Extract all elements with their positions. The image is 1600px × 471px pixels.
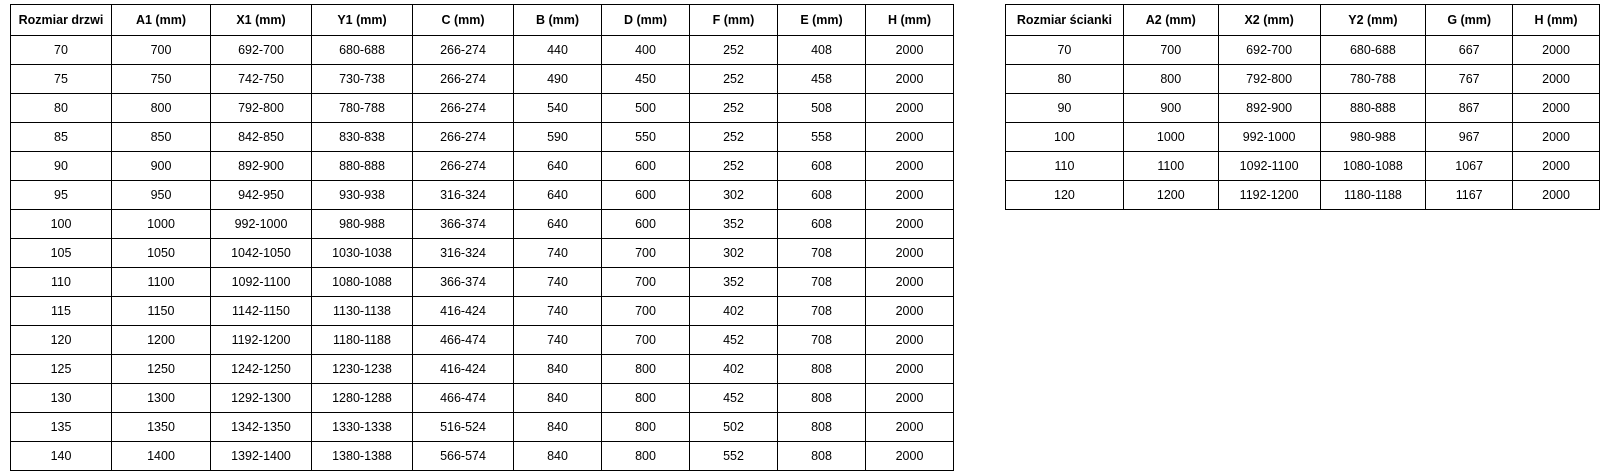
wall-table-cell: 70 [1006,36,1124,65]
door-table-cell: 1080-1088 [312,268,413,297]
door-table-cell: 942-950 [211,181,312,210]
door-table-cell: 2000 [866,181,954,210]
door-table-cell: 640 [514,181,602,210]
door-table-cell: 708 [778,268,866,297]
door-table-cell: 1300 [112,384,211,413]
door-table-cell: 800 [602,442,690,471]
door-table-cell: 808 [778,384,866,413]
door-table-cell: 800 [602,413,690,442]
door-table-cell: 1130-1138 [312,297,413,326]
door-table-cell: 2000 [866,36,954,65]
door-table-cell: 408 [778,36,866,65]
door-table-cell: 1330-1338 [312,413,413,442]
door-table-body [11,36,954,471]
wall-table-cell: 767 [1426,65,1513,94]
table-row [11,297,954,326]
wall-table-cell: 980-988 [1320,123,1426,152]
door-table-cell: 740 [514,326,602,355]
wall-table-cell: 1100 [1123,152,1218,181]
door-table-cell: 980-988 [312,210,413,239]
door-table-cell: 2000 [866,94,954,123]
door-table-cell: 252 [690,65,778,94]
door-table-cell: 840 [514,413,602,442]
door-table-head [11,5,954,36]
door-table-cell: 105 [11,239,112,268]
door-table-cell: 892-900 [211,152,312,181]
door-table-cell: 830-838 [312,123,413,152]
wall-table-cell: 992-1000 [1218,123,1320,152]
table-row [11,152,954,181]
door-table-column-header: Rozmiar drzwi [11,5,112,36]
door-table-cell: 552 [690,442,778,471]
door-table-cell: 640 [514,210,602,239]
table-row [11,355,954,384]
wall-table-cell: 892-900 [1218,94,1320,123]
table-row [1006,94,1600,123]
door-table-cell: 95 [11,181,112,210]
door-table-cell: 125 [11,355,112,384]
table-row [11,123,954,152]
door-table-cell: 950 [112,181,211,210]
door-table-cell: 800 [602,355,690,384]
wall-table-cell: 1067 [1426,152,1513,181]
door-table-cell: 316-324 [413,239,514,268]
wall-table-cell: 1000 [1123,123,1218,152]
door-table-cell: 742-750 [211,65,312,94]
door-table-cell: 840 [514,442,602,471]
wall-table-column-header: G (mm) [1426,5,1513,36]
door-table-cell: 1392-1400 [211,442,312,471]
door-table-cell: 2000 [866,413,954,442]
door-table-cell: 440 [514,36,602,65]
door-table-cell: 550 [602,123,690,152]
wall-table-cell: 667 [1426,36,1513,65]
wall-table-cell: 1092-1100 [1218,152,1320,181]
door-table-column-header: X1 (mm) [211,5,312,36]
door-table-cell: 930-938 [312,181,413,210]
door-table-cell: 1342-1350 [211,413,312,442]
door-table-cell: 135 [11,413,112,442]
table-row [11,181,954,210]
door-table-cell: 1050 [112,239,211,268]
wall-table-cell: 780-788 [1320,65,1426,94]
door-table-cell: 2000 [866,442,954,471]
door-table-cell: 2000 [866,384,954,413]
wall-table-cell: 2000 [1513,36,1600,65]
door-table-cell: 2000 [866,268,954,297]
door-table-cell: 1042-1050 [211,239,312,268]
door-table-cell: 466-474 [413,384,514,413]
door-table-cell: 700 [112,36,211,65]
wall-table-column-header: H (mm) [1513,5,1600,36]
door-table-cell: 452 [690,326,778,355]
wall-table-cell: 680-688 [1320,36,1426,65]
door-table-cell: 252 [690,152,778,181]
wall-table-head [1006,5,1600,36]
door-table-cell: 2000 [866,210,954,239]
door-table-cell: 1150 [112,297,211,326]
door-table-cell: 808 [778,355,866,384]
door-table-cell: 558 [778,123,866,152]
door-table-cell: 1292-1300 [211,384,312,413]
door-table-cell: 100 [11,210,112,239]
table-row [11,239,954,268]
door-table-cell: 75 [11,65,112,94]
wall-table-cell: 2000 [1513,94,1600,123]
table-row [1006,152,1600,181]
door-table-cell: 1242-1250 [211,355,312,384]
door-table-column-header: E (mm) [778,5,866,36]
wall-table-cell: 2000 [1513,152,1600,181]
door-table-cell: 840 [514,384,602,413]
door-table-cell: 800 [602,384,690,413]
wall-table-cell: 110 [1006,152,1124,181]
wall-table-cell: 100 [1006,123,1124,152]
door-table-cell: 366-374 [413,268,514,297]
door-table-cell: 1000 [112,210,211,239]
door-table-cell: 252 [690,123,778,152]
wall-table-cell: 967 [1426,123,1513,152]
door-table-cell: 708 [778,326,866,355]
wall-table-cell: 120 [1006,181,1124,210]
wall-table-cell: 700 [1123,36,1218,65]
door-table-cell: 302 [690,239,778,268]
door-table-cell: 80 [11,94,112,123]
door-table-cell: 780-788 [312,94,413,123]
door-table-cell: 640 [514,152,602,181]
door-table-cell: 508 [778,94,866,123]
door-table-cell: 566-574 [413,442,514,471]
wall-table-cell: 1192-1200 [1218,181,1320,210]
wall-table-cell: 1180-1188 [1320,181,1426,210]
wall-size-table-container [1005,4,1600,210]
door-table-cell: 352 [690,210,778,239]
wall-table-column-header: Y2 (mm) [1320,5,1426,36]
door-table-cell: 252 [690,94,778,123]
door-table-cell: 115 [11,297,112,326]
door-table-column-header: Y1 (mm) [312,5,413,36]
door-table-cell: 266-274 [413,36,514,65]
door-table-column-header: A1 (mm) [112,5,211,36]
door-table-cell: 540 [514,94,602,123]
door-table-cell: 740 [514,239,602,268]
door-table-cell: 600 [602,181,690,210]
wall-table-cell: 1200 [1123,181,1218,210]
wall-table-cell: 2000 [1513,181,1600,210]
door-table-cell: 800 [112,94,211,123]
door-table-cell: 1100 [112,268,211,297]
wall-table-cell: 800 [1123,65,1218,94]
door-table-cell: 416-424 [413,297,514,326]
door-table-cell: 266-274 [413,65,514,94]
door-table-cell: 730-738 [312,65,413,94]
door-table-cell: 2000 [866,355,954,384]
door-table-cell: 1180-1188 [312,326,413,355]
door-table-cell: 366-374 [413,210,514,239]
door-table-column-header: H (mm) [866,5,954,36]
door-table-cell: 1142-1150 [211,297,312,326]
door-table-cell: 110 [11,268,112,297]
wall-table-cell: 2000 [1513,65,1600,94]
door-table-cell: 140 [11,442,112,471]
table-row [11,442,954,471]
door-table-cell: 740 [514,268,602,297]
wall-table-body [1006,36,1600,210]
door-table-cell: 700 [602,297,690,326]
door-table-cell: 2000 [866,326,954,355]
door-table-cell: 1250 [112,355,211,384]
door-table-cell: 302 [690,181,778,210]
door-table-cell: 708 [778,297,866,326]
table-row [1006,181,1600,210]
door-table-column-header: F (mm) [690,5,778,36]
wall-table-cell: 2000 [1513,123,1600,152]
door-table-cell: 2000 [866,123,954,152]
wall-table-cell: 792-800 [1218,65,1320,94]
wall-table-column-header: X2 (mm) [1218,5,1320,36]
door-table-column-header: C (mm) [413,5,514,36]
door-table-cell: 490 [514,65,602,94]
door-table-cell: 680-688 [312,36,413,65]
door-table-cell: 1230-1238 [312,355,413,384]
door-table-cell: 416-424 [413,355,514,384]
wall-table-cell: 80 [1006,65,1124,94]
door-table-cell: 266-274 [413,94,514,123]
door-table-cell: 808 [778,413,866,442]
wall-table-cell: 1167 [1426,181,1513,210]
door-table-cell: 608 [778,210,866,239]
table-row [1006,36,1600,65]
table-row [1006,123,1600,152]
door-table-cell: 452 [690,384,778,413]
door-table-cell: 252 [690,36,778,65]
table-header-row [1006,5,1600,36]
door-table-cell: 450 [602,65,690,94]
door-table-cell: 402 [690,297,778,326]
door-table-cell: 70 [11,36,112,65]
door-table-cell: 1092-1100 [211,268,312,297]
table-row [11,210,954,239]
door-table-cell: 992-1000 [211,210,312,239]
door-table-cell: 266-274 [413,123,514,152]
door-table-cell: 1380-1388 [312,442,413,471]
door-table-cell: 608 [778,152,866,181]
door-table-cell: 85 [11,123,112,152]
door-table-cell: 700 [602,268,690,297]
table-header-row [11,5,954,36]
door-table-cell: 1350 [112,413,211,442]
door-table-cell: 500 [602,94,690,123]
table-row [11,94,954,123]
wall-table-column-header: Rozmiar ścianki [1006,5,1124,36]
wall-table-cell: 692-700 [1218,36,1320,65]
door-table-cell: 516-524 [413,413,514,442]
door-table-cell: 600 [602,210,690,239]
door-table-cell: 1030-1038 [312,239,413,268]
wall-table-column-header: A2 (mm) [1123,5,1218,36]
table-row [11,36,954,65]
door-table-cell: 842-850 [211,123,312,152]
door-table-cell: 808 [778,442,866,471]
door-table-cell: 880-888 [312,152,413,181]
door-table-cell: 316-324 [413,181,514,210]
door-table-cell: 502 [690,413,778,442]
door-table-cell: 590 [514,123,602,152]
door-table-cell: 900 [112,152,211,181]
door-table-cell: 708 [778,239,866,268]
door-table-cell: 1280-1288 [312,384,413,413]
table-row [11,326,954,355]
door-table-cell: 458 [778,65,866,94]
door-table-cell: 352 [690,268,778,297]
table-row [11,384,954,413]
door-table-cell: 2000 [866,65,954,94]
table-row [11,65,954,94]
table-row [1006,65,1600,94]
door-table-cell: 700 [602,239,690,268]
door-table-cell: 2000 [866,297,954,326]
door-table-cell: 608 [778,181,866,210]
wall-table-cell: 900 [1123,94,1218,123]
wall-size-table [1005,4,1600,210]
door-table-column-header: D (mm) [602,5,690,36]
door-table-cell: 2000 [866,152,954,181]
door-table-cell: 266-274 [413,152,514,181]
door-table-cell: 466-474 [413,326,514,355]
wall-table-cell: 880-888 [1320,94,1426,123]
door-table-cell: 1400 [112,442,211,471]
door-size-table [10,4,954,471]
door-table-cell: 130 [11,384,112,413]
wall-table-cell: 1080-1088 [1320,152,1426,181]
door-table-cell: 692-700 [211,36,312,65]
door-table-cell: 402 [690,355,778,384]
wall-table-cell: 867 [1426,94,1513,123]
door-table-cell: 2000 [866,239,954,268]
door-table-cell: 700 [602,326,690,355]
door-table-cell: 1192-1200 [211,326,312,355]
door-table-cell: 840 [514,355,602,384]
door-table-cell: 600 [602,152,690,181]
door-table-column-header: B (mm) [514,5,602,36]
wall-table-cell: 90 [1006,94,1124,123]
door-table-cell: 740 [514,297,602,326]
door-table-cell: 120 [11,326,112,355]
door-table-cell: 750 [112,65,211,94]
table-row [11,268,954,297]
door-table-cell: 90 [11,152,112,181]
door-table-cell: 792-800 [211,94,312,123]
table-row [11,413,954,442]
door-table-cell: 400 [602,36,690,65]
door-table-cell: 1200 [112,326,211,355]
door-table-cell: 850 [112,123,211,152]
door-size-table-container [10,4,954,471]
